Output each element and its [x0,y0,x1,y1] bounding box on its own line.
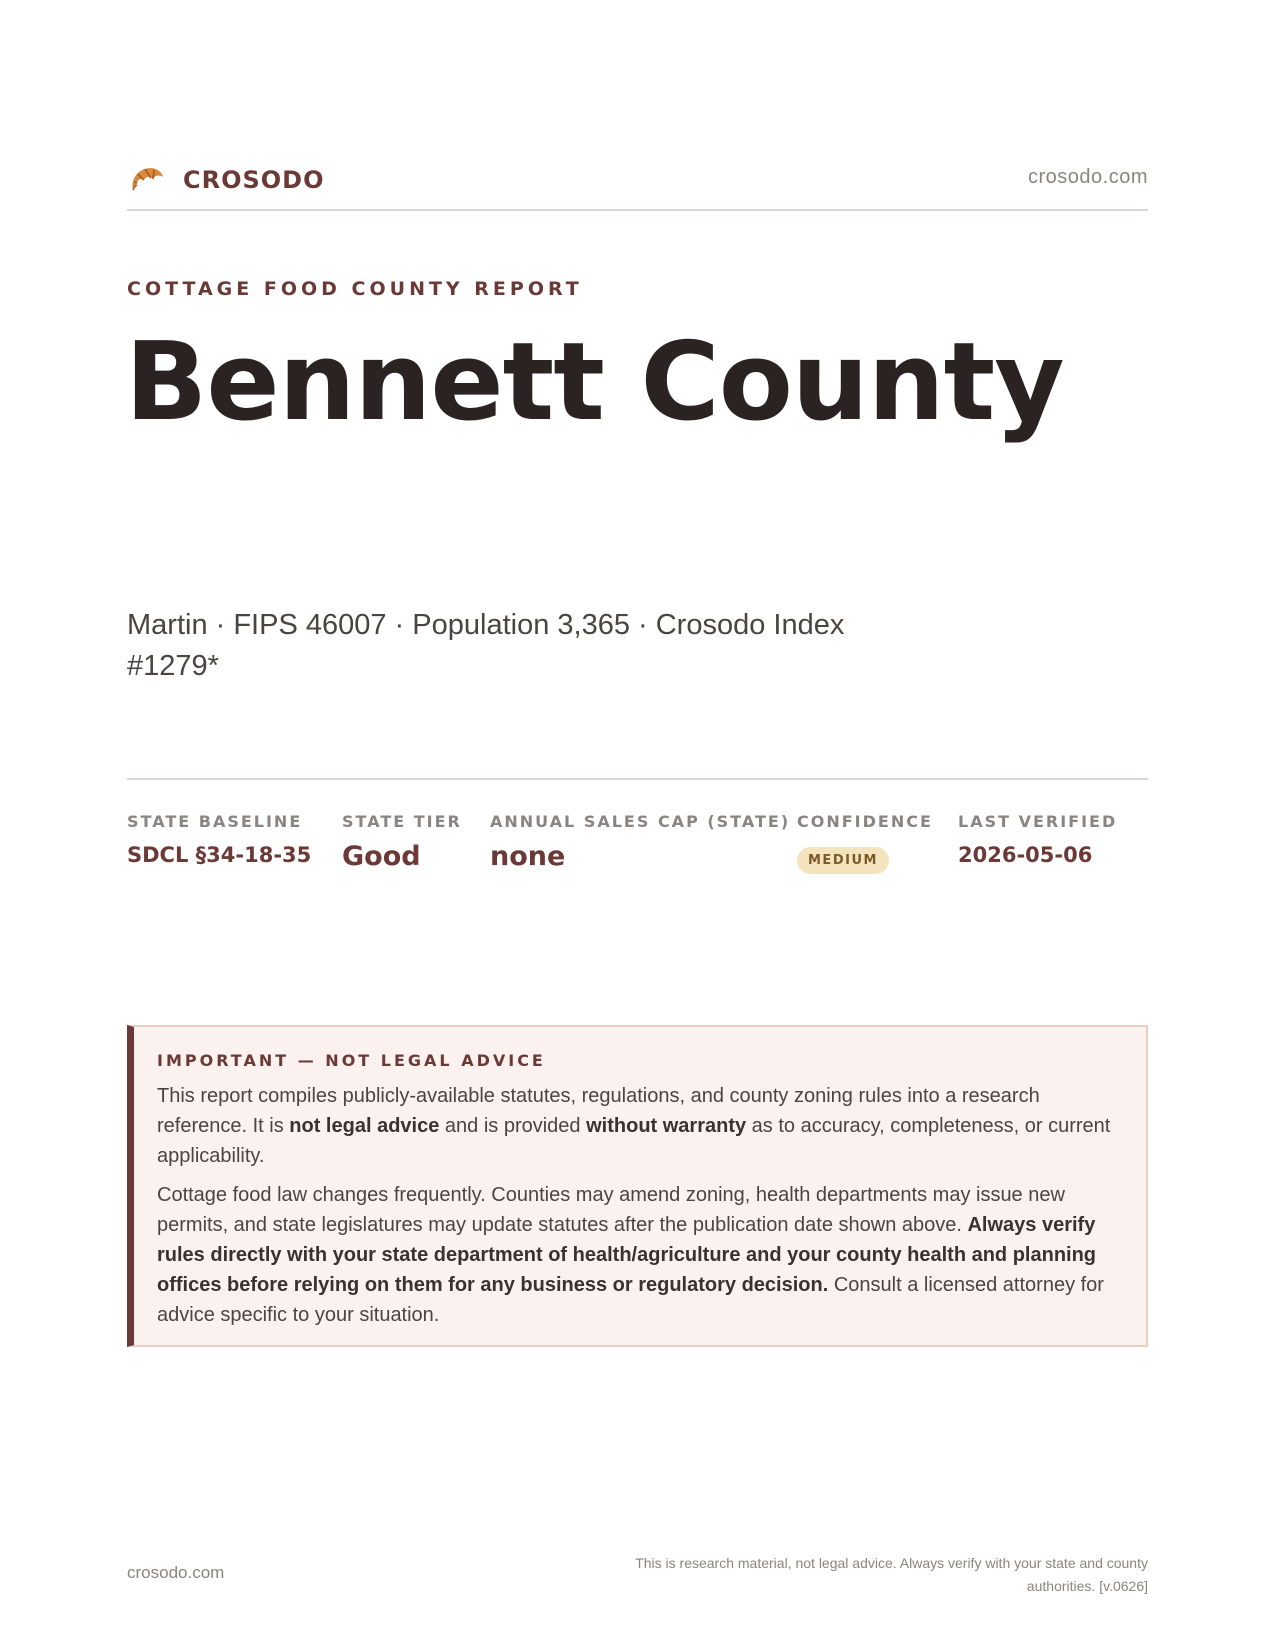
stat-state-tier [342,812,462,872]
brand-name: CROSODO [183,166,325,194]
stat-value: none [490,841,566,872]
stat-state-baseline [127,812,311,867]
notice-emphasis: Always verify rules directly with your state department of health/agriculture and your county health and planning offices before relying on them for any business or regulatory decision. [157,1214,1097,1296]
notice-emphasis: not legal advice [289,1115,440,1137]
stat-value: SDCL §34-18-35 [127,843,312,867]
legal-notice [127,1025,1148,1347]
stat-value: Good [342,841,421,872]
notice-paragraph [157,1081,1117,1171]
stat-value: 2026-05-06 [958,843,1093,867]
site-url-link[interactable]: crosodo.com [1028,166,1148,188]
confidence-badge: MEDIUM [797,847,889,874]
brand[interactable] [127,160,325,200]
notice-text: and is provided [439,1115,587,1137]
stat-label: CONFIDENCE [797,812,933,831]
header-divider [127,209,1148,211]
page-title: Bennett County [125,320,1064,445]
croissant-icon [127,160,167,200]
notice-paragraph [157,1180,1117,1330]
county-meta: Martin · FIPS 46007 · Population 3,365 · Crosodo Index #1279* [127,609,845,682]
stat-label: LAST VERIFIED [958,812,1118,831]
footer-disclaimer: This is research material, not legal advice. Always verify with your state and county authorities. [v.0626] [635,1555,1148,1594]
stats-divider [127,778,1148,780]
notice-title: IMPORTANT — NOT LEGAL ADVICE [157,1051,546,1070]
report-eyebrow: COTTAGE FOOD COUNTY REPORT [127,278,583,300]
notice-text: Cottage food law changes frequently. Counties may amend zoning, health departments may issue new permits, and state legislatures may update statutes after the publication date shown above. [157,1184,1065,1236]
notice-text: Consult a licensed attorney for advice specific to your situation. [157,1274,1104,1326]
stat-last-verified [958,812,1117,867]
notice-text: This report compiles publicly-available statutes, regulations, and county zoning rules into a research reference. It is [157,1085,1040,1137]
stat-label: STATE TIER [342,812,462,831]
notice-text: as to accuracy, completeness, or current applicability. [157,1115,1111,1167]
stat-label: STATE BASELINE [127,812,303,831]
stat-confidence [797,812,933,874]
stat-annual-sales-cap [490,812,790,872]
stat-label: ANNUAL SALES CAP (STATE) [490,812,791,831]
notice-emphasis: without warranty [586,1115,747,1137]
footer-site-url[interactable]: crosodo.com [127,1563,225,1582]
notice-body [157,1081,1117,1330]
